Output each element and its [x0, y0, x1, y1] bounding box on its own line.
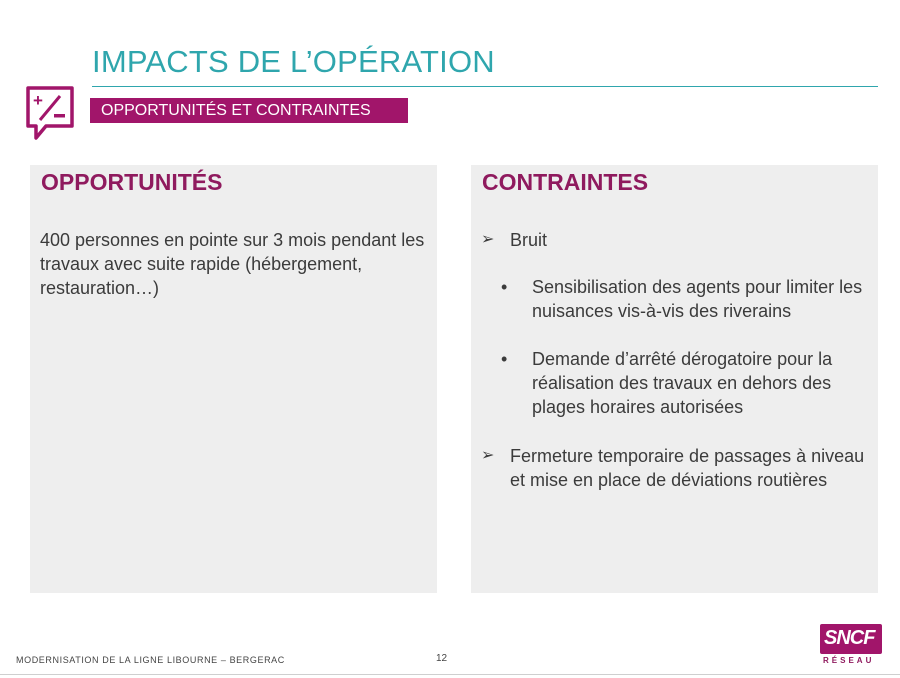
opportunities-heading: OPPORTUNITÉS: [41, 169, 223, 195]
logo-box: [820, 624, 882, 654]
constraint-subitem: [501, 347, 873, 419]
opportunities-text: 400 personnes en pointe sur 3 mois pendant les travaux avec suite rapide (hébergement, restauration…): [40, 230, 425, 298]
constraints-heading: CONTRAINTES: [482, 169, 649, 195]
footer-project-name: MODERNISATION DE LA LIGNE LIBOURNE – BERGERAC: [16, 655, 285, 665]
constraint-item-noise: [481, 228, 871, 252]
page-title: IMPACTS DE L’OPÉRATION: [92, 44, 495, 79]
section-subtitle: OPPORTUNITÉS ET CONTRAINTES: [90, 98, 408, 123]
bottom-divider: [0, 674, 900, 675]
bullet-icon: •: [501, 349, 508, 369]
opportunities-panel: [30, 165, 437, 593]
title-underline: [92, 86, 878, 87]
logo-name: SNCF: [824, 627, 875, 649]
logo-subtitle: RÉSEAU: [823, 656, 875, 665]
constraint-item-label: Fermeture temporaire de passages à niveau et mise en place de déviations routières: [510, 446, 865, 490]
arrow-bullet-icon: ➢: [481, 447, 495, 464]
arrow-bullet-icon: ➢: [481, 231, 495, 248]
constraint-item-label: Bruit: [510, 230, 548, 250]
constraint-subitem: [501, 275, 873, 323]
constraints-panel: [471, 165, 878, 593]
constraint-item-level-crossings: [481, 444, 871, 492]
plus-minus-icon: [24, 84, 76, 142]
bullet-icon: •: [501, 277, 508, 297]
page-number: 12: [436, 653, 448, 664]
constraint-subitem-text: Demande d’arrêté dérogatoire pour la réalisation des travaux en dehors des plages horaires autorisées: [532, 349, 833, 417]
sncf-reseau-logo: [820, 624, 882, 670]
svg-text:+: +: [33, 91, 43, 110]
constraint-subitem-text: Sensibilisation des agents pour limiter les nuisances vis-à-vis des riverains: [532, 277, 863, 321]
